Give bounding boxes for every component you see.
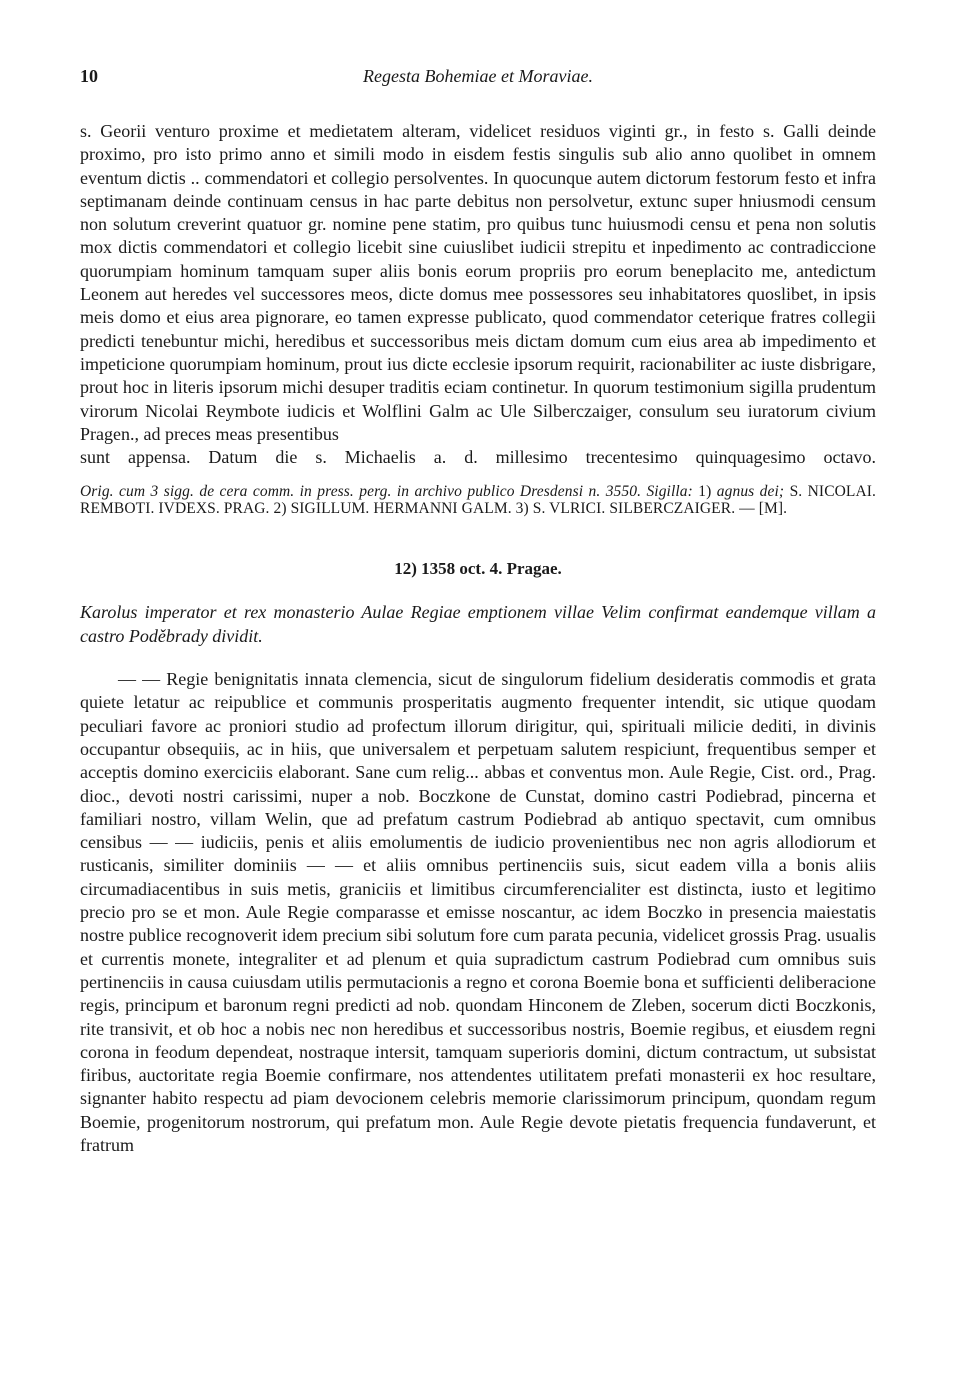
document-heading: 12) 1358 oct. 4. Pragae. <box>394 559 562 579</box>
archival-note <box>80 483 876 517</box>
archival-note-seal-1: agnus dei; <box>716 483 785 501</box>
charter-text-continuation <box>80 120 876 469</box>
charter-text-body: s. Georii venturo proxime et medietatem alteram, videlicet residuos viginti gr., in festo s. Galli deinde proximo, pro isto primo anno et simili modo in eisdem festis singulis sub alio anno quolibet in omnem eventum dictis .. commendatori et collegio persolventes. In quocunque autem dictorum festorum festo et infra septimanam deinde continuam census in hac parte debitus non persolvetur, extunc super hniusmodi censum non solutum creverint quatuor gr. nomine pene statim, pro quibus tunc huiusmodi censu et pena non solutis mox dictis commendatori et collegio licebit sine cuiuslibet iudicii strepitu et inpedimento ac contradiccione quorumpiam hominum tamquam super aliis bonis eorum propriis pro eorum beneplacito me, antedictum Leonem aut heredes vel successores meos, dicte domus mee possessores seu inhabitatores quoslibet, in ipsis meis domo et eius area pignorare, eo tamen expresse publicato, quod commendator ceterique fratres collegii predicti tenebuntur michi, heredibus et successoribus meis dictam domum cum eius area ab impedimento et impeticione quorumpiam hominum, prout ius dicte ecclesie ipsorum requirit, racionabiliter ac iuste disbrigare, prout hoc in literis ipsorum michi desuper traditis eciam continetur. In quorum testimonium sigilla prudentum virorum Nicolai Reymbote iudicis et Wolflini Galm ac Ule Silberczaiger, consulum seu iuratorum civium Pragen., ad preces meas presentibus <box>80 121 876 444</box>
document-page <box>80 66 876 1157</box>
charter-text-last-line: sunt appensa. Datum die s. Michaelis a. d. millesimo trecentesimo quinquagesimo octavo. <box>80 447 876 468</box>
archival-note-source: Orig. cum 3 sigg. de cera comm. in press. perg. in archivo publico Dresdensi n. 3550. Sigilla: <box>80 483 693 501</box>
page-number: 10 <box>80 66 98 86</box>
archival-note-seals: S. NICOLAI. REMBOTI. IVDEXS. PRAG. 2) SIGILLUM. HERMANNI GALM. 3) S. VLRICI. SILBERCZAIGER. — [M]. <box>80 483 877 518</box>
running-title: Regesta Bohemiae et Moraviae. <box>363 66 593 86</box>
page-header <box>80 66 876 92</box>
archival-note-seal-number: 1) <box>692 483 717 501</box>
regest-summary: Karolus imperator et rex monasterio Aulae Regiae emptionem villae Velim confirmat eandemque villam a castro Poděbrady dividit. <box>80 602 876 646</box>
charter-text: — — Regie benignitatis innata clemencia, sicut de singulorum fidelium desideratis commodis et grata quiete letatur ac reipublice et communis prosperitatis augmento frequenter intendit, sic utique quodam peculiari favore ac proniori studio ad profectum illorum dirigitur, qui, spirituali milicie dediti, in divinis occupantur obsequiis, ac in hiis, que universalem et perpetuam salutem respiciunt, frequentibus semper et acceptis domino exerciciis elaborant. Sane cum relig... abbas et conventus mon. Aule Regie, Cist. ord., Prag. dioc., devoti nostri carissimi, nuper a nob. Boczkone de Cunstat, domino castri Podiebrad, pincerna et familiari nostro, villam Welin, que ad prefatum castrum Podiebrad ab antiquo spectavit, cum omnibus censibus — — iudiciis, penis et aliis emolumentis de iudicio provenientibus nec non agris allodiorum et rusticanis, similiter dominiis — — et aliis omnibus pertinenciis suis, sicut eadem villa a bonis aliis circumadiacentibus in suis metis, graniciis et limitibus circumferencialiter est distincta, iusto et legitimo precio pro se et mon. Aule Regie comparasse et emisse noscantur, ac idem Boczko in presencia maiestatis nostre publice recognoverit idem precium sibi solutum fore cum parata pecunia, videlicet grossis Prag. usualis et currentis monete, integraliter et ad plenum et quia supradictum castrum Podiebrad cum omnibus suis pertinenciis in causa cuiusdam utilis permutacionis a regno et corona Boemie bona et sufficienti deliberacione regis, principum et baronum regni predicti ad nob. quondam Hinconem de Zleben, socerum dicti Boczkonis, rite transivit, et ob hoc a nobis nec non heredibus et successoribus nostris, Boemie regibus, et eiusdem regni corona in feodum dependeat, nostraque intersit, tamquam superioris domini, dictum contractum, ut subsistat firibus, auctoritate regia Boemie confirmare, nos attendentes utilitatem prefati monasterii ex hoc resultare, signanter habito respectu ad piam devocionem celebris memorie clarissimorum principum, quondam regum Boemie, progenitorum nostrorum, qui prefatum mon. Aule Regie devote pietatis frequencia fundaverunt, et fratrum <box>80 669 876 1155</box>
